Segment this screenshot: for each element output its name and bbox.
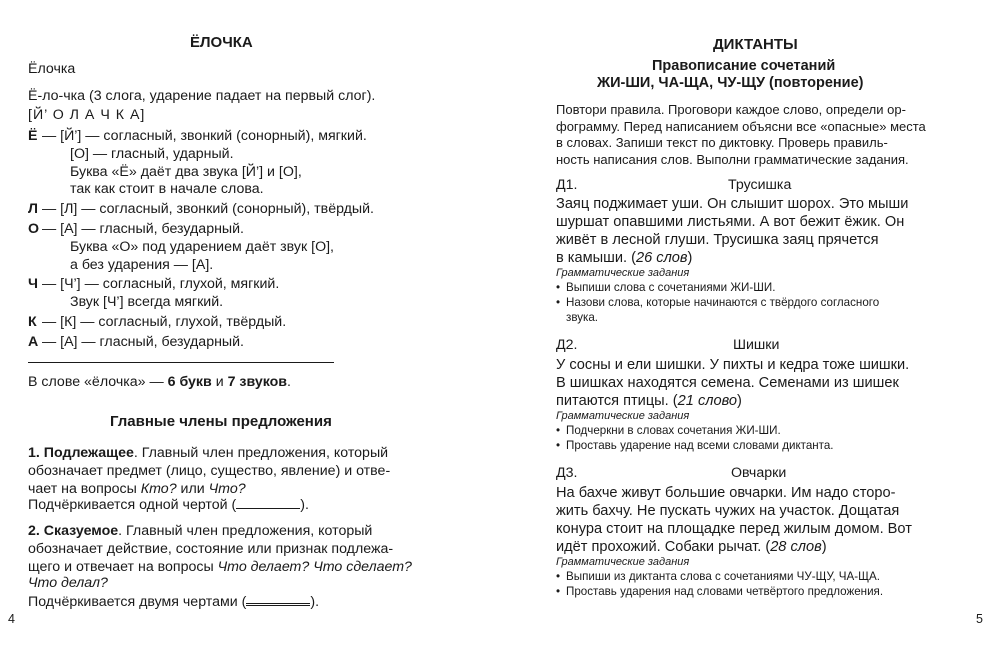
word: Ёлочка <box>28 61 76 77</box>
subtitle: ЖИ-ШИ, ЧА-ЩА, ЧУ-ЩУ (повторение) <box>597 75 864 91</box>
syllables: Ё-ло-чка (3 слога, ударение падает на первый слог). <box>28 88 376 104</box>
dictation-number: Д2. <box>556 337 578 353</box>
analysis-line: а без ударения — [А]. <box>70 257 214 273</box>
subject-definition: обозначает предмет (лицо, существо, явление) и отве- <box>28 463 391 479</box>
predicate-underline: Подчёркивается двумя чертами ( ). <box>28 594 320 610</box>
single-underline <box>236 497 300 509</box>
dictation-title: Овчарки <box>731 465 787 481</box>
analysis-line: Звук [Ч’] всегда мягкий. <box>70 294 224 310</box>
predicate-definition: 2. Сказуемое. Главный член предложения, который <box>28 523 373 539</box>
double-underline <box>246 592 310 606</box>
subtitle: Правописание сочетаний <box>652 58 836 74</box>
predicate-definition: щего и отвечает на вопросы Что делает? Что сделает? <box>28 559 412 575</box>
subject-definition: 1. Подлежащее. Главный член предложения, который <box>28 445 389 461</box>
analysis-line: [О] — гласный, ударный. <box>70 146 234 162</box>
analysis-line: так как стоит в начале слова. <box>70 181 264 197</box>
analysis-line: А — [А] — гласный, безударный. <box>28 334 244 350</box>
page-number: 5 <box>976 612 983 626</box>
transcription: [Й’ О Л А Ч К А] <box>28 107 146 123</box>
subject-underline: Подчёркивается одной чертой ( ). <box>28 497 309 513</box>
page-number: 4 <box>8 612 15 626</box>
grammar-tasks: • Выпиши из диктанта слова с сочетаниями ЧУ-ЩУ, ЧА-ЩА. • Проставь ударения над словами четвёртого предложения. <box>556 569 883 599</box>
grammar-title: Грамматические задания <box>556 556 690 568</box>
analysis-line: К — [К] — согласный, глухой, твёрдый. <box>28 314 287 330</box>
page-title: ЁЛОЧКА <box>190 34 253 51</box>
dictation-text: У сосны и ели шишки. У пихты и кедра тоже шишки. В шишках находятся семена. Семенами из шишек питаются птицы. (21 слово) <box>556 357 910 409</box>
analysis-line: Ё — [Й’] — согласный, звонкий (сонорный), мягкий. <box>28 128 367 144</box>
instructions: Повтори правила. Проговори каждое слово, определи ор- фограмму. Перед написанием объясни все «опасные» места в словах. Запиши текст по диктовку. Проверь правиль- ность написания слов. Выполни грамматические задания. <box>556 102 926 167</box>
predicate-definition: обозначает действие, состояние или признак подлежа- <box>28 541 394 557</box>
dictation-text: Заяц поджимает уши. Он слышит шорох. Это мыши шуршат опавшими листьями. А вот бежит ёжик. Он живёт в лесной глуши. Трусишка заяц прячется в камыши. (26 слов) <box>556 196 909 266</box>
grammar-tasks: • Подчеркни в словах сочетания ЖИ-ШИ. • Проставь ударение над всеми словами диктанта. <box>556 423 834 453</box>
analysis-line: Буква «Ё» даёт два звука [Й’] и [О], <box>70 164 302 180</box>
dictation-title: Шишки <box>733 337 780 353</box>
dictation-number: Д3. <box>556 465 578 481</box>
analysis-line: Л — [Л] — согласный, звонкий (сонорный), твёрдый. <box>28 201 374 217</box>
analysis-line: Ч — [Ч’] — согласный, глухой, мягкий. <box>28 276 280 292</box>
predicate-definition: Что делал? <box>28 575 108 591</box>
section-title: Главные члены предложения <box>110 413 332 430</box>
subject-definition: чает на вопросы Кто? или Что? <box>28 481 246 497</box>
summary: В слове «ёлочка» — 6 букв и 7 звуков. <box>28 374 291 390</box>
dictation-title: Трусишка <box>728 177 792 193</box>
page-title: ДИКТАНТЫ <box>713 36 798 53</box>
analysis-line: Буква «О» под ударением даёт звук [О], <box>70 239 334 255</box>
analysis-line: О — [А] — гласный, безударный. <box>28 221 244 237</box>
dictation-text: На бахче живут большие овчарки. Им надо сторо- жить бахчу. Не пускать чужих на участок. Дощатая конура стоит на площадке перед жилым домом. Вот идёт прохожий. Собаки рычат. (28 слов) <box>556 485 912 555</box>
right-page <box>500 0 1000 656</box>
grammar-tasks: • Выпиши слова с сочетаниями ЖИ-ШИ. • Назови слова, которые начинаются с твёрдого согласного звука. <box>556 280 879 325</box>
dictation-number: Д1. <box>556 177 578 193</box>
grammar-title: Грамматические задания <box>556 410 690 422</box>
divider <box>28 362 334 363</box>
grammar-title: Грамматические задания <box>556 267 690 279</box>
